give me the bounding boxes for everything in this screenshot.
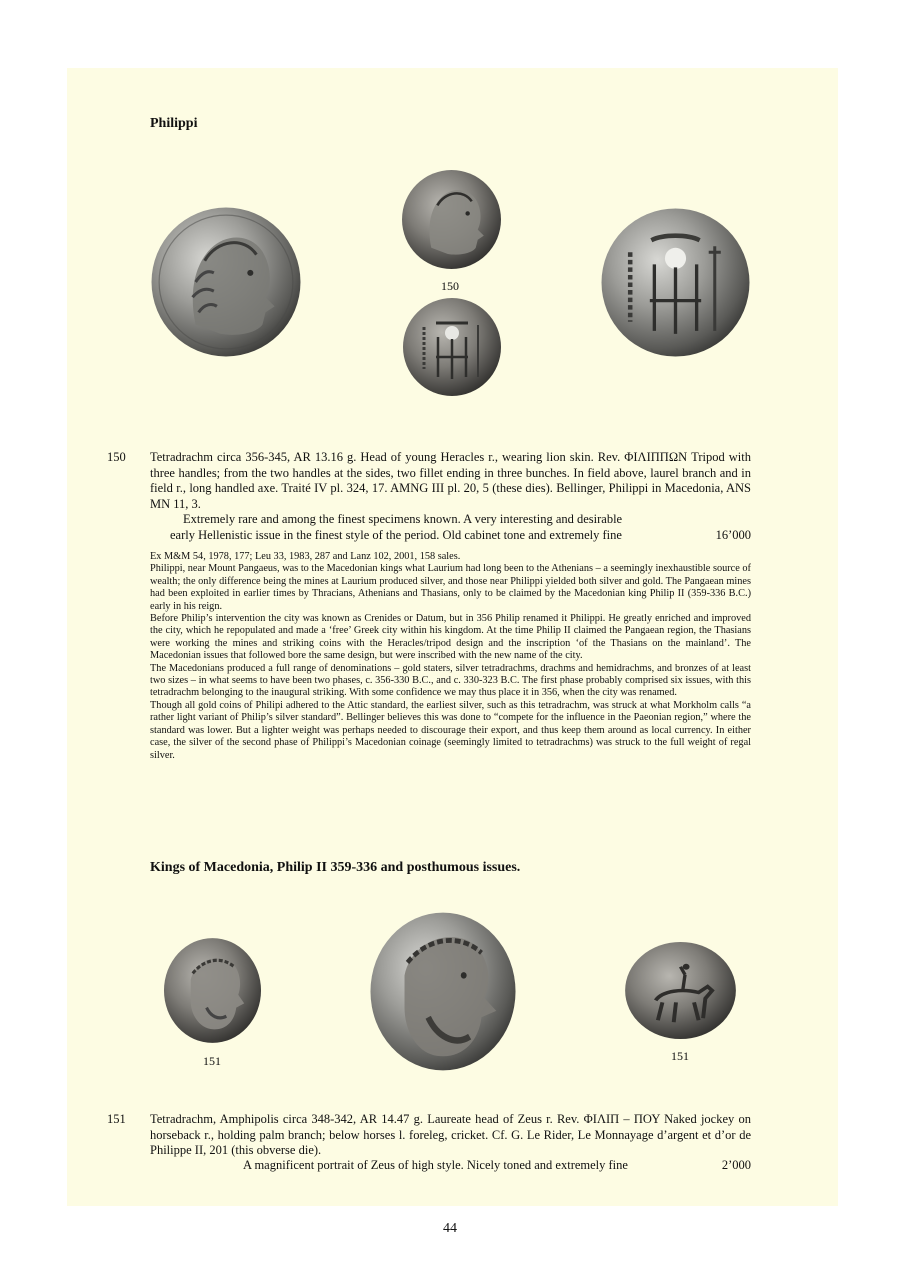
- coin-151-obverse-small-image: [163, 937, 262, 1044]
- coin-151-reverse-image: [624, 941, 737, 1040]
- coin-label-151-left: 151: [203, 1054, 221, 1068]
- note-provenance: Ex M&M 54, 1978, 177; Leu 33, 1983, 287 and Lanz 102, 2001, 158 sales.: [150, 551, 461, 562]
- lot-151-grade-line-1: A magnificent portrait of Zeus of high style. Nicely toned and extremely fine: [243, 1158, 628, 1172]
- coin-150-reverse-large-image: [600, 207, 751, 358]
- coin-150-reverse-small-image: [402, 297, 502, 397]
- coin-label-151-right: 151: [671, 1049, 689, 1063]
- section-heading-kings-of-macedonia: Kings of Macedonia, Philip II 359-336 and posthumous issues.: [150, 860, 521, 875]
- note-paragraph: Before Philip’s intervention the city was known as Crenides or Datum, but in 356 Philip renamed it Philippi. He greatly enriched and improved the city, which he repopulated and made a ‘free’ Greek city within his kingdom. At the time Philip II claimed the Pangaean region, the Thasians were working the mines and striking coins with the Heracles/tripod design and the inscription ‘of the Thasians on the mainland’. The Macedonian issues that followed bore the same design, but were inscribed with the new name of the city.: [150, 613, 751, 662]
- note-paragraph: Though all gold coins of Philipi adhered to the Attic standard, the earliest silver, such as this tetradrachm, was struck at what Morkholm calls “a rather light variant of Philip’s silver standard”. Bellinger believes this was done to “compete for the influence in the Paeonian region,” where the standard was lower. But a lighter weight was perhaps needed to discourage their export, and thus keep them around as local currency. In either case, the silver of the second phase of Philippi’s Macedonian coinage (seemingly limited to tetradrachms) was struck to the full weight of regal silver.: [150, 699, 751, 761]
- note-paragraph: The Macedonians produced a full range of denominations – gold staters, silver tetradrachms, drachms and hemidrachms, and bronzes of at least two sizes – in what seems to have been two phases, c. 356-330 B.C., and c. 330-323 B.C. The first phase probably comprised six issues, with this tetradrachm belonging to the inaugural striking. With some confidence we may thus place it in 356, when the city was renamed.: [150, 662, 751, 699]
- coin-151-obverse-large-image: [369, 911, 517, 1072]
- coin-150-obverse-small-image: [401, 169, 502, 270]
- lot-number-150: 150: [107, 450, 126, 464]
- page-number: 44: [443, 1221, 457, 1236]
- lot-150-description: Tetradrachm circa 356-345, AR 13.16 g. Head of young Heracles r., wearing lion skin. Rev. ΦΙΛΙΠΠΩΝ Tripod with three handles; from the two handles at the sides, two fillet ending in three bunches. In field above, laurel branch and in field r., long handled axe. Traité IV pl. 324, 17. AMNG III pl. 20, 5 (these dies). Bellinger, Philippi in Macedonia, ANS MN 11, 3.: [150, 450, 751, 511]
- lot-150-price: 16’000: [715, 528, 751, 542]
- lot-151-description: Tetradrachm, Amphipolis circa 348-342, AR 14.47 g. Laureate head of Zeus r. Rev. ΦΙΛΙΠ – ΠΟΥ Naked jockey on horseback r., holding palm branch; below horses l. foreleg, cricket. Cf. G. Le Rider, Le Monnayage d’argent et d’or de Philippe II, 201 (this obverse die).: [150, 1112, 751, 1157]
- note-paragraph: Philippi, near Mount Pangaeus, was to the Macedonian kings what Laurium had long been to the Athenians – a seemingly inexhaustible source of wealth; the only difference being the mines at Laurium produced silver, and those near Philippi yielded both silver and gold. The Pangaean mines had been exploited in earlier times by Thracians, Athenians and Thasians, only to be claimed by the Macedonian king Philip II (359-336 B.C.) early in his reign.: [150, 563, 751, 612]
- lot-150-notes: [150, 551, 751, 762]
- section-heading-philippi: Philippi: [150, 116, 198, 131]
- lot-151-price: 2’000: [721, 1158, 751, 1172]
- lot-150-grade-line-1: Extremely rare and among the finest specimens known. A very interesting and desirable: [183, 512, 623, 526]
- lot-number-151: 151: [107, 1112, 126, 1126]
- coin-150-obverse-large-image: [150, 206, 302, 358]
- lot-150-grade-line-2: early Hellenistic issue in the finest style of the period. Old cabinet tone and extremely fine: [170, 528, 622, 542]
- coin-label-150: 150: [441, 279, 459, 293]
